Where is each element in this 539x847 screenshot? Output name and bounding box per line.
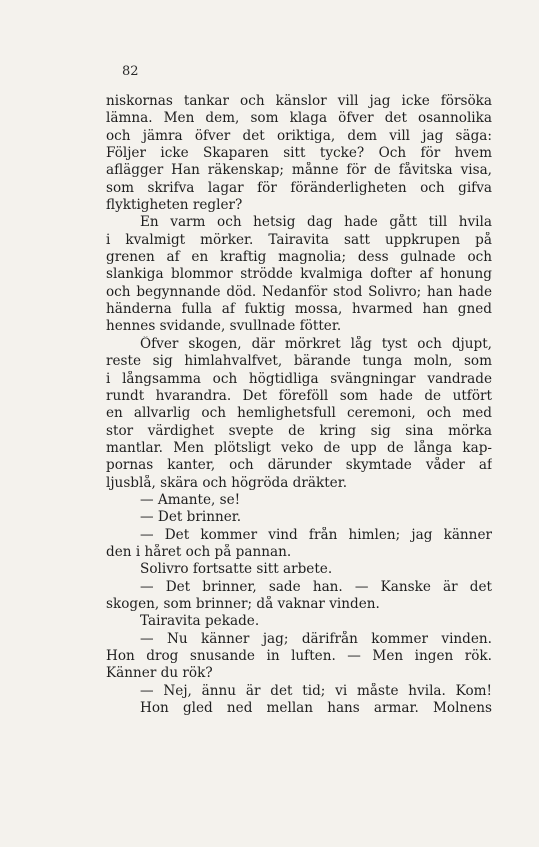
text-line: reste sig himlahvalfvet, bärande tunga moln, som: [106, 353, 492, 370]
text-line: Tairavita pekade.: [140, 613, 260, 630]
text-line: den i håret och på pannan.: [106, 543, 292, 560]
text-line: — Det brinner.: [140, 509, 242, 526]
text-line: Solivro fortsatte sitt arbete.: [140, 561, 333, 578]
text-line: pornas kanter, och därunder skymtade våder af: [106, 457, 492, 474]
text-line: En varm och hetsig dag hade gått till hvila: [140, 214, 492, 231]
text-line: slankiga blommor strödde kvalmiga dofter af honung: [106, 266, 492, 283]
text-line: — Det brinner, sade han. — Kanske är det: [140, 578, 492, 595]
text-line: och jämra öfver det oriktiga, dem vill jag säga:: [106, 127, 492, 144]
text-line: och begynnande död. Nedanför stod Solivro; han hade: [106, 283, 492, 300]
text-line: ljusblå, skära och högröda dräkter.: [106, 474, 348, 491]
text-line: mantlar. Men plötsligt veko de upp de långa kap-: [106, 439, 492, 456]
text-line: grenen af en kraftig magnolia; dess gulnade och: [106, 249, 492, 266]
text-line: Hon drog snusande in luften. — Men ingen rök.: [106, 648, 492, 664]
text-line: händerna fulla af fuktig mossa, hvarmed han gned: [106, 301, 492, 318]
text-line: rundt hvarandra. Det föreföll som hade de utfört: [106, 387, 492, 404]
text-line: stor värdighet svepte de kring sig sina mörka: [106, 422, 492, 439]
text-line: som skrifva lagar för föränderligheten och gifva: [106, 179, 492, 196]
text-line: — Amante, se!: [140, 491, 241, 508]
text-line: Känner du rök?: [106, 665, 213, 682]
text-line: en allvarlig och hemlighetsfull ceremoni, och med: [106, 405, 492, 422]
text-line: i kvalmigt mörker. Tairavita satt uppkrupen på: [106, 231, 492, 248]
text-line: Följer icke Skaparen sitt tycke? Och för hvem: [106, 145, 492, 162]
text-line: — Nej, ännu är det tid; vi måste hvila. Kom!: [140, 682, 492, 699]
text-line: — Nu känner jag; därifrån kommer vinden.: [140, 630, 492, 647]
body-text: [106, 93, 492, 717]
text-line: Hon gled ned mellan hans armar. Molnens: [140, 700, 492, 717]
page-number: 82: [122, 64, 139, 79]
text-line: skogen, som brinner; då vaknar vinden.: [106, 595, 380, 612]
text-line: — Det kommer vind från himlen; jag känner: [140, 526, 492, 543]
text-line: i långsamma och högtidliga svängningar vandrade: [106, 370, 492, 387]
text-line: Öfver skogen, där mörkret låg tyst och djupt,: [140, 335, 492, 352]
text-line: aflägger Han räkenskap; månne för de fåvitska visa,: [106, 162, 492, 179]
text-line: niskornas tankar och känslor vill jag icke försöka: [106, 93, 492, 109]
text-line: lämna. Men dem, som klaga öfver det osannolika: [106, 110, 492, 127]
text-line: hennes svidande, svullnade fötter.: [106, 318, 342, 335]
text-line: flyktigheten regler?: [106, 197, 243, 214]
